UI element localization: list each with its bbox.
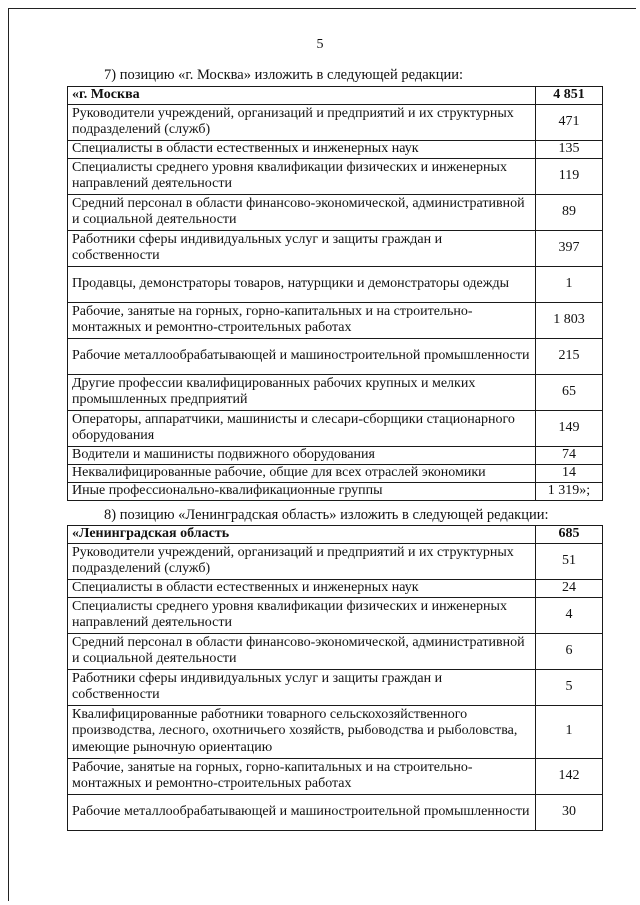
table-row (68, 302, 603, 338)
row-label: Рабочие, занятые на горных, горно-капитальных и на строительно-монтажных и ремонтно-строительных работах (68, 758, 536, 794)
row-value: 74 (536, 446, 603, 464)
row-label: Средний персонал в области финансово-экономической, административной и социальной деятельности (68, 194, 536, 230)
row-value: 4 (536, 597, 603, 633)
row-label: Специалисты в области естественных и инженерных наук (68, 579, 536, 597)
row-value: 65 (536, 374, 603, 410)
table-row (68, 705, 603, 758)
table-row (68, 338, 603, 374)
row-value: 142 (536, 758, 603, 794)
region-name: «г. Москва (68, 87, 536, 105)
row-label: Операторы, аппаратчики, машинисты и слесари-сборщики стационарного оборудования (68, 410, 536, 446)
row-value: 1 803 (536, 302, 603, 338)
moscow-table (67, 86, 603, 501)
table-row (68, 482, 603, 500)
row-label: Работники сферы индивидуальных услуг и защиты граждан и собственности (68, 230, 536, 266)
row-label: Квалифицированные работники товарного сельскохозяйственного производства, лесного, охотничьего хозяйств, рыбоводства и рыболовства, имеющие рыночную ориентацию (68, 705, 536, 758)
row-value: 1 319»; (536, 482, 603, 500)
table-row (68, 579, 603, 597)
table-row (68, 464, 603, 482)
row-value: 471 (536, 104, 603, 140)
page-number: 5 (316, 37, 324, 52)
row-label: Специалисты среднего уровня квалификации физических и инженерных направлений деятельности (68, 158, 536, 194)
row-label: Продавцы, демонстраторы товаров, натурщики и демонстраторы одежды (68, 266, 536, 302)
row-label: Рабочие металлообрабатывающей и машиностроительной промышленности (68, 794, 536, 830)
row-label: Специалисты среднего уровня квалификации физических и инженерных направлений деятельности (68, 597, 536, 633)
table-title-row (68, 526, 603, 544)
row-value: 119 (536, 158, 603, 194)
table-row (68, 543, 603, 579)
row-label: Средний персонал в области финансово-экономической, административной и социальной деятельности (68, 633, 536, 669)
row-label: Другие профессии квалифицированных рабочих крупных и мелких промышленных предприятий (68, 374, 536, 410)
leningrad-table (67, 525, 603, 831)
table-row (68, 194, 603, 230)
row-value: 30 (536, 794, 603, 830)
section-heading-leningrad: 8) позицию «Ленинградская область» изложить в следующей редакции: (104, 507, 549, 523)
table-title-row (68, 87, 603, 105)
row-value: 135 (536, 140, 603, 158)
table-row (68, 230, 603, 266)
table-row (68, 758, 603, 794)
table-row (68, 633, 603, 669)
row-label: Водители и машинисты подвижного оборудования (68, 446, 536, 464)
row-value: 149 (536, 410, 603, 446)
row-value: 397 (536, 230, 603, 266)
section-heading-moscow: 7) позицию «г. Москва» изложить в следующей редакции: (104, 67, 464, 83)
table-row (68, 446, 603, 464)
table-row (68, 158, 603, 194)
row-value: 5 (536, 669, 603, 705)
row-label: Иные профессионально-квалификационные группы (68, 482, 536, 500)
row-label: Руководители учреждений, организаций и предприятий и их структурных подразделений (служб) (68, 104, 536, 140)
row-value: 1 (536, 705, 603, 758)
table-row (68, 794, 603, 830)
region-total: 4 851 (536, 87, 603, 105)
table-row (68, 597, 603, 633)
region-name: «Ленинградская область (68, 526, 536, 544)
table-row (68, 140, 603, 158)
row-value: 14 (536, 464, 603, 482)
table-row (68, 410, 603, 446)
row-label: Работники сферы индивидуальных услуг и защиты граждан и собственности (68, 669, 536, 705)
row-value: 6 (536, 633, 603, 669)
row-label: Руководители учреждений, организаций и предприятий и их структурных подразделений (служб) (68, 543, 536, 579)
row-label: Рабочие, занятые на горных, горно-капитальных и на строительно-монтажных и ремонтно-строительных работах (68, 302, 536, 338)
row-value: 89 (536, 194, 603, 230)
row-value: 24 (536, 579, 603, 597)
row-value: 51 (536, 543, 603, 579)
region-total: 685 (536, 526, 603, 544)
table-row (68, 669, 603, 705)
table-row (68, 266, 603, 302)
row-label: Неквалифицированные рабочие, общие для всех отраслей экономики (68, 464, 536, 482)
row-label: Специалисты в области естественных и инженерных наук (68, 140, 536, 158)
row-value: 1 (536, 266, 603, 302)
row-label: Рабочие металлообрабатывающей и машиностроительной промышленности (68, 338, 536, 374)
table-row (68, 374, 603, 410)
row-value: 215 (536, 338, 603, 374)
table-row (68, 104, 603, 140)
